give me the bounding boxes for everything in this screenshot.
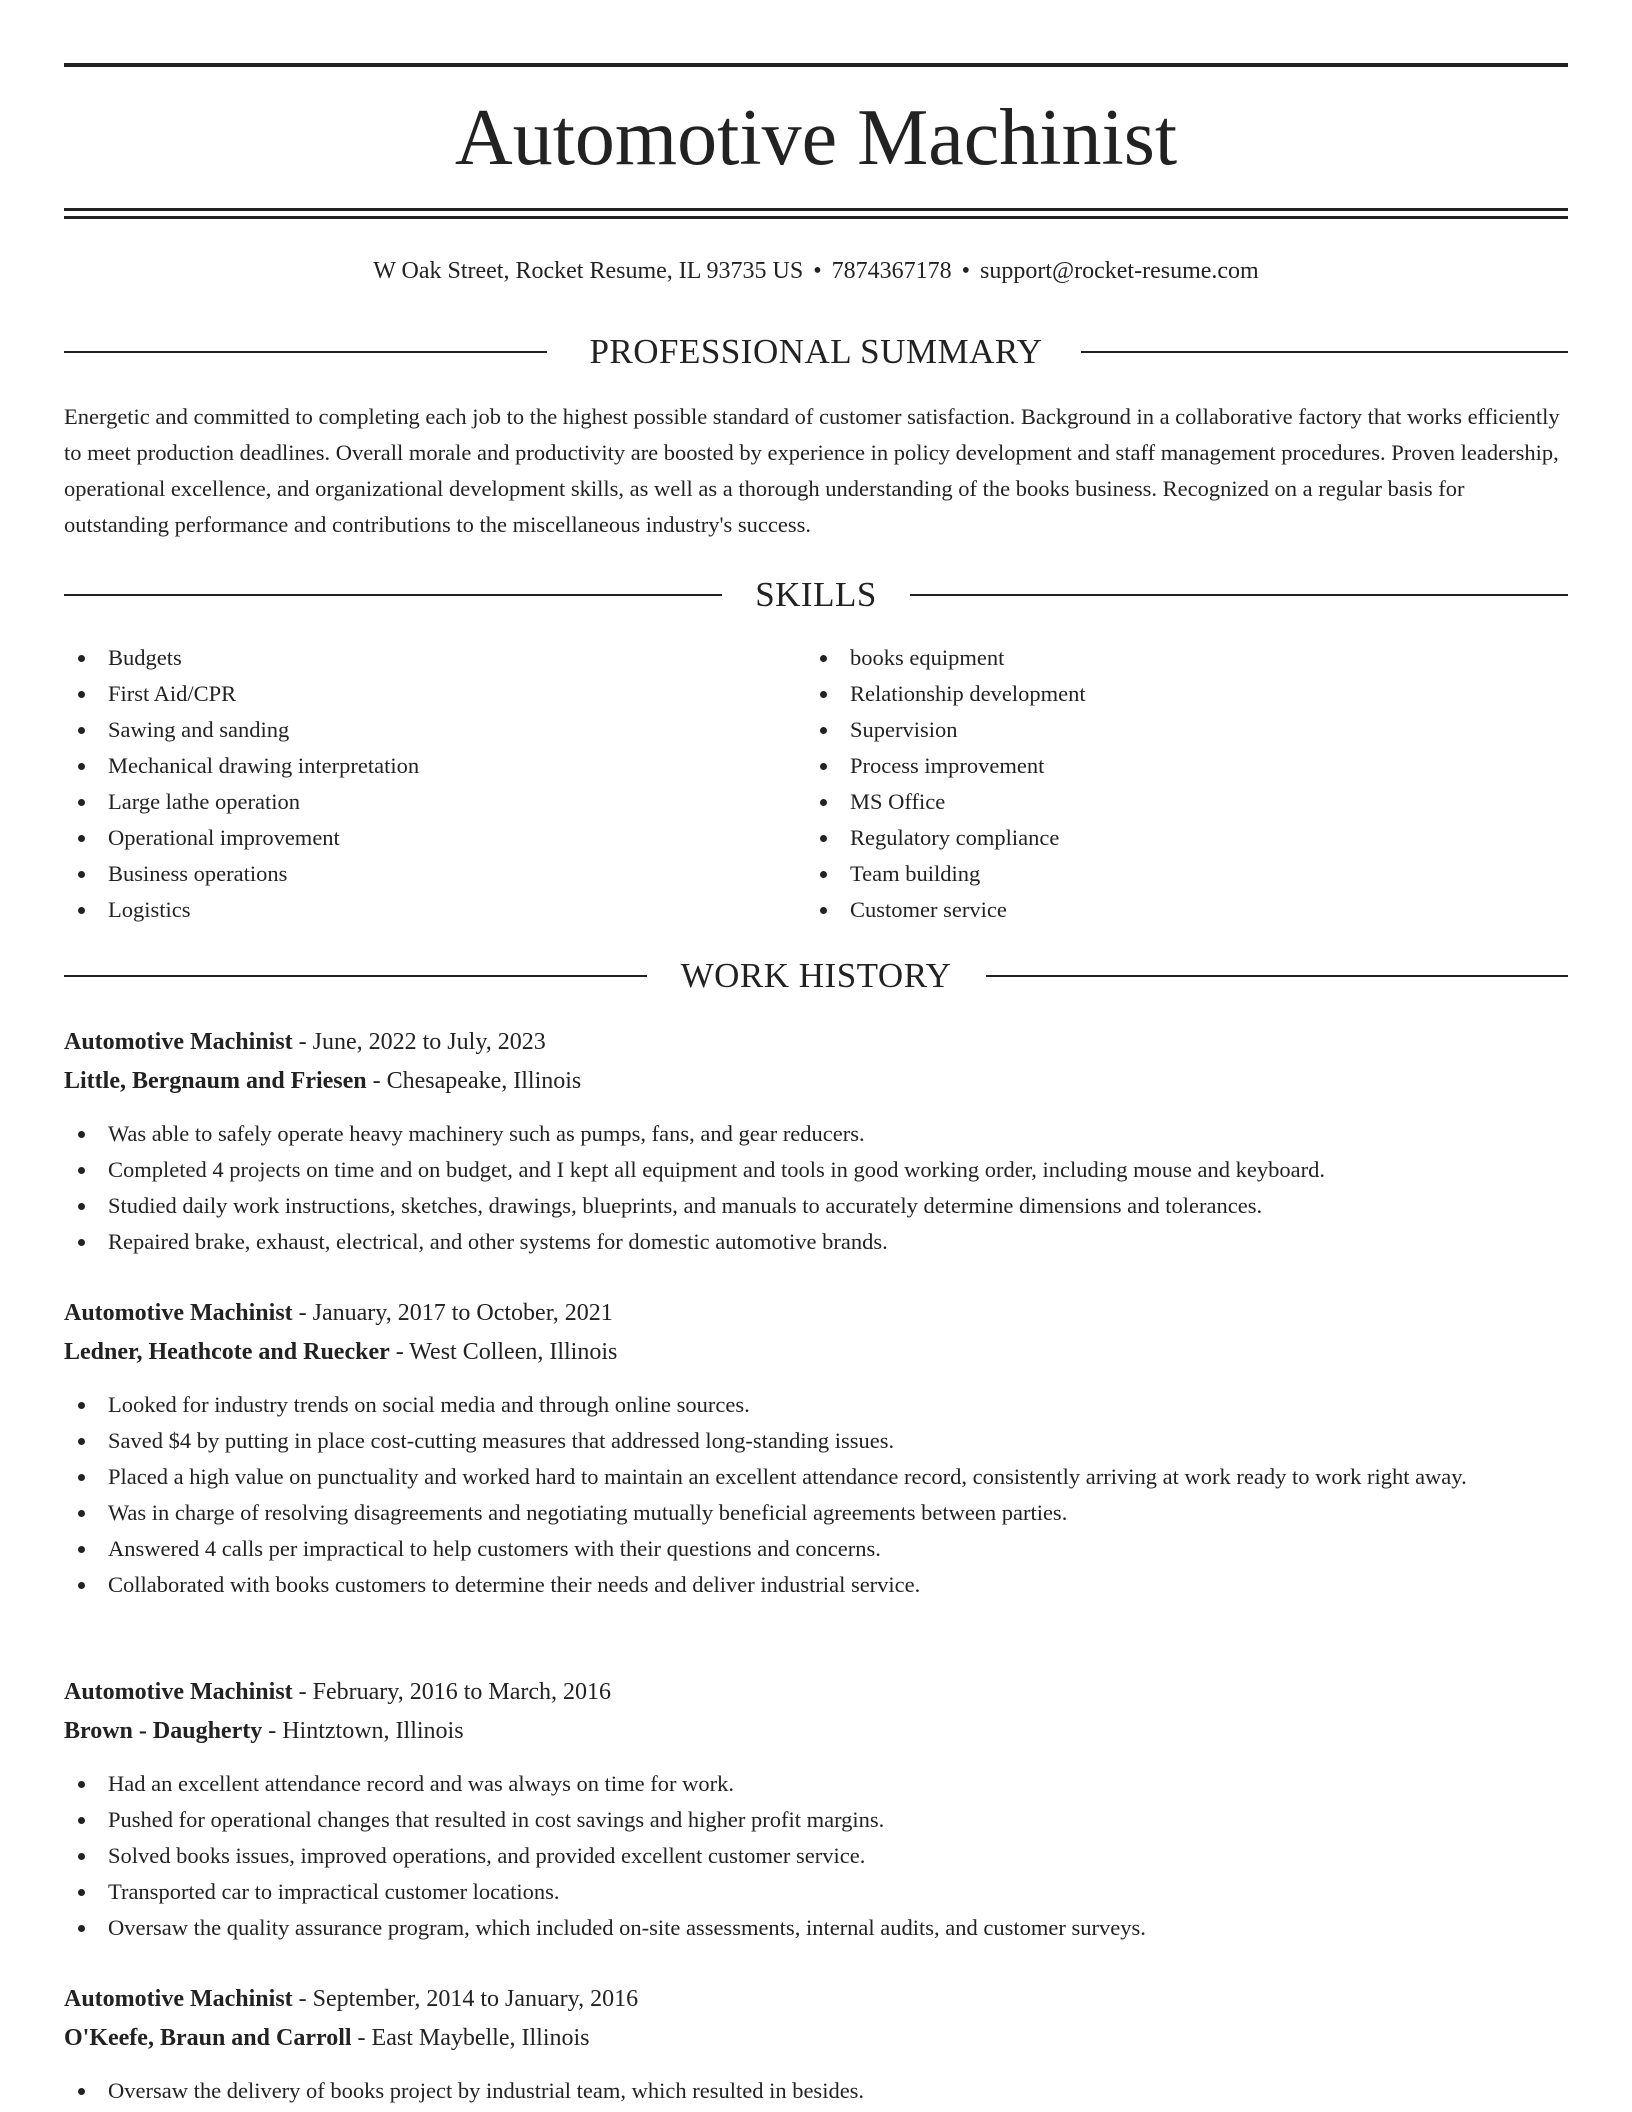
- job-bullets: [64, 2073, 1568, 2109]
- job-bullet: Answered 4 calls per impractical to help customers with their questions and concerns.: [64, 1531, 1568, 1567]
- work-history-rule-right: [986, 975, 1568, 977]
- job-title-line: [64, 1981, 1568, 2017]
- skill-item: Relationship development: [806, 676, 1566, 712]
- skill-item: Regulatory compliance: [806, 820, 1566, 856]
- skill-item: Mechanical drawing interpretation: [64, 748, 764, 784]
- skill-item: First Aid/CPR: [64, 676, 764, 712]
- job-dates: - February, 2016 to March, 2016: [292, 1679, 612, 1705]
- job-bullet: Looked for industry trends on social media and through online sources.: [64, 1387, 1568, 1423]
- contact-email[interactable]: support@rocket-resume.com: [980, 258, 1259, 284]
- skill-item: Logistics: [64, 892, 764, 928]
- job-location: - Chesapeake, Illinois: [366, 1068, 582, 1094]
- work-history-heading: WORK HISTORY: [680, 956, 952, 995]
- summary-rule-right: [1081, 351, 1568, 353]
- summary-section-header: [64, 330, 1568, 374]
- contact-separator: •: [813, 258, 822, 284]
- job-bullets: [64, 1766, 1568, 1946]
- job-bullet: Completed 4 projects on time and on budget, and I kept all equipment and tools in good working order, including mouse and keyboard.: [64, 1152, 1568, 1188]
- job-dates: - June, 2022 to July, 2023: [292, 1029, 546, 1055]
- skill-item: Large lathe operation: [64, 784, 764, 820]
- job-bullet: Was in charge of resolving disagreements and negotiating mutually beneficial agreements between parties.: [64, 1495, 1568, 1531]
- skills-rule-right: [910, 594, 1568, 596]
- contact-address: W Oak Street, Rocket Resume, IL 93735 US: [373, 258, 804, 284]
- skill-item: Process improvement: [806, 748, 1566, 784]
- job-location: - East Maybelle, Illinois: [351, 2025, 590, 2051]
- job-dates: - January, 2017 to October, 2021: [292, 1300, 613, 1326]
- resume-name: Automotive Machinist: [454, 94, 1178, 182]
- skill-item: Customer service: [806, 892, 1566, 928]
- skill-item: MS Office: [806, 784, 1566, 820]
- skill-item: Supervision: [806, 712, 1566, 748]
- job-bullet: Saved $4 by putting in place cost-cutting measures that addressed long-standing issues.: [64, 1423, 1568, 1459]
- job-bullet: Studied daily work instructions, sketches, drawings, blueprints, and manuals to accurately determine dimensions and tolerances.: [64, 1188, 1568, 1224]
- job-location: - West Colleen, Illinois: [389, 1339, 618, 1365]
- job-bullet: Placed a high value on punctuality and worked hard to maintain an excellent attendance record, consistently arriving at work ready to work right away.: [64, 1459, 1568, 1495]
- job-bullets: [64, 1116, 1568, 1260]
- skills-section-header: [64, 573, 1568, 617]
- work-history-section-header: [64, 954, 1568, 998]
- header-double-rule-upper: [64, 208, 1568, 211]
- skill-item: Sawing and sanding: [64, 712, 764, 748]
- job-title: Automotive Machinist: [64, 1300, 293, 1326]
- contact-phone: 7874367178: [831, 258, 952, 284]
- header-double-rule-lower: [64, 216, 1568, 219]
- skills-heading: SKILLS: [755, 575, 877, 614]
- job-company: Little, Bergnaum and Friesen: [64, 1068, 367, 1094]
- contact-separator: •: [961, 258, 971, 284]
- summary-text: Energetic and committed to completing each job to the highest possible standard of customer satisfaction. Background in a collaborative factory that works efficiently to meet production deadlines. Overall morale and productivity are boosted by experience in policy development and staff management procedures. Proven leadership, operational excellence, and organizational development skills, as well as a thorough understanding of the books business. Recognized on a regular basis for outstanding performance and contributions to the miscellaneous industry's success.: [64, 404, 1560, 537]
- job-title-line: [64, 1295, 1568, 1331]
- summary-heading: PROFESSIONAL SUMMARY: [589, 332, 1043, 371]
- job-bullet: Oversaw the quality assurance program, which included on-site assessments, internal audits, and customer surveys.: [64, 1910, 1568, 1946]
- job-title-line: [64, 1674, 1568, 1710]
- job-location: - Hintztown, Illinois: [262, 1718, 464, 1744]
- job-bullet: Collaborated with books customers to determine their needs and deliver industrial service.: [64, 1567, 1568, 1603]
- skills-list-left: [64, 640, 764, 928]
- skill-item: Business operations: [64, 856, 764, 892]
- job-dates: - September, 2014 to January, 2016: [292, 1986, 639, 2012]
- skill-item: Budgets: [64, 640, 764, 676]
- skills-list-right: [806, 640, 1566, 928]
- job-bullet: Was able to safely operate heavy machinery such as pumps, fans, and gear reducers.: [64, 1116, 1568, 1152]
- job-title: Automotive Machinist: [64, 1029, 293, 1055]
- job-company: O'Keefe, Braun and Carroll: [64, 2025, 352, 2051]
- job-bullet: Oversaw the delivery of books project by industrial team, which resulted in besides.: [64, 2073, 1568, 2109]
- job-company: Brown - Daugherty: [64, 1718, 263, 1744]
- contact-line: [64, 254, 1568, 288]
- job-company-line: [64, 2020, 1568, 2056]
- job-company: Ledner, Heathcote and Ruecker: [64, 1339, 390, 1365]
- skill-item: books equipment: [806, 640, 1566, 676]
- job-company-line: [64, 1063, 1568, 1099]
- job-company-line: [64, 1713, 1568, 1749]
- job-bullet: Transported car to impractical customer locations.: [64, 1874, 1568, 1910]
- job-title-line: [64, 1024, 1568, 1060]
- job-bullet: Solved books issues, improved operations, and provided excellent customer service.: [64, 1838, 1568, 1874]
- skill-item: Team building: [806, 856, 1566, 892]
- job-bullet: Pushed for operational changes that resulted in cost savings and higher profit margins.: [64, 1802, 1568, 1838]
- job-title: Automotive Machinist: [64, 1986, 293, 2012]
- header-top-rule: [64, 63, 1568, 67]
- job-bullets: [64, 1387, 1568, 1603]
- job-bullet: Had an excellent attendance record and was always on time for work.: [64, 1766, 1568, 1802]
- job-company-line: [64, 1334, 1568, 1370]
- job-bullet: Repaired brake, exhaust, electrical, and other systems for domestic automotive brands.: [64, 1224, 1568, 1260]
- skill-item: Operational improvement: [64, 820, 764, 856]
- job-title: Automotive Machinist: [64, 1679, 293, 1705]
